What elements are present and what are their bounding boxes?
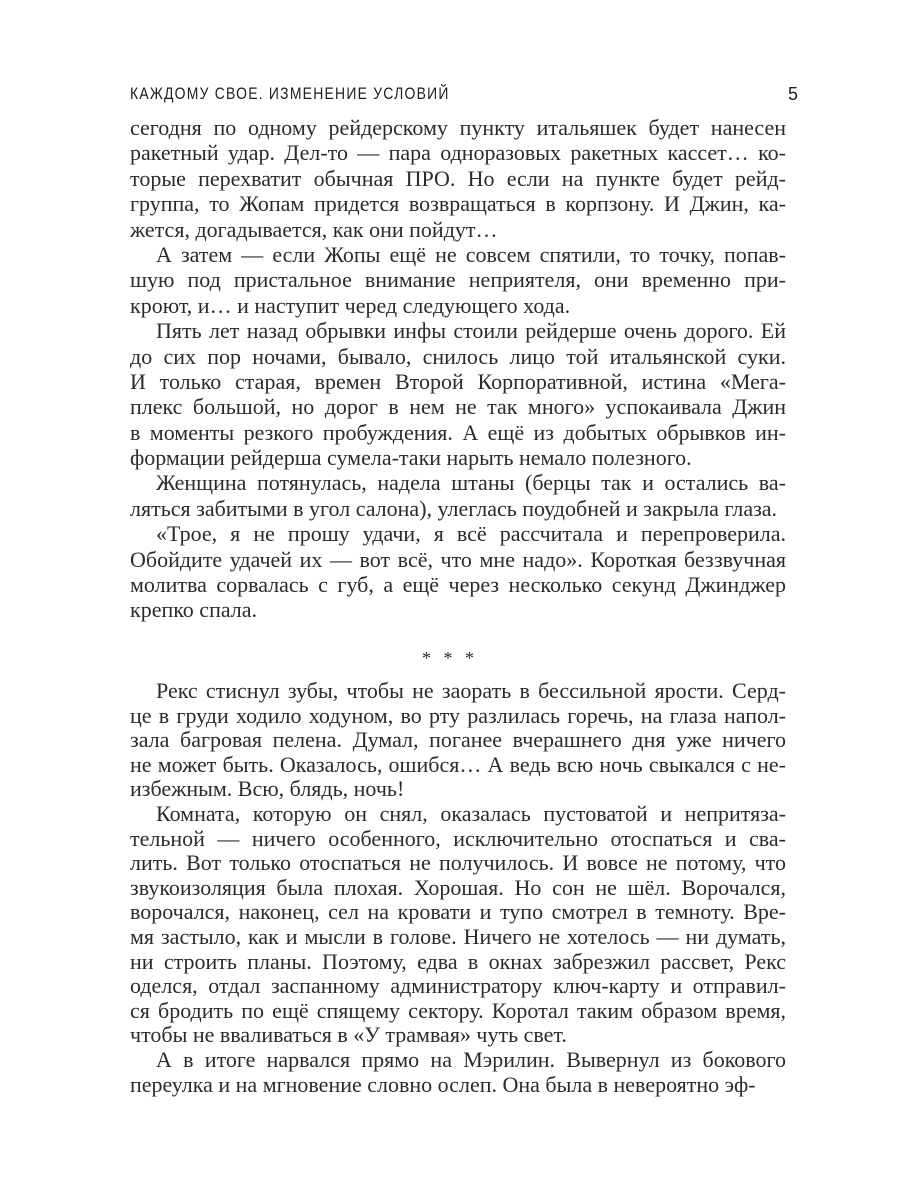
text-line: А в итоге нарвался прямо на Мэрилин. Вывернул из бокового: [156, 1046, 786, 1072]
paragraph: [130, 679, 786, 802]
text-line: Рекс стиснул зубы, чтобы не заорать в бессильной ярости. Серд-: [156, 678, 786, 703]
text-line: Обойдите удачей их — вот всё, что мне надо». Короткая беззвучная: [130, 546, 786, 572]
paragraph: [130, 521, 786, 623]
text-line: чтобы не вваливаться в «У трамвая» чуть свет.: [130, 1022, 567, 1048]
paragraph: [130, 115, 786, 242]
page-number: 5: [787, 84, 798, 104]
text-line: лить. Вот только отоспаться не получилось. И вовсе не потому, что: [130, 850, 786, 876]
running-header: [130, 84, 798, 110]
paragraph: [130, 242, 786, 318]
text-line: ляться забитыми в угол салона), улеглась поудобней и закрыла глаза.: [130, 495, 778, 521]
text-line: Пять лет назад обрывки инфы стоили рейдерше очень дорого. Ей: [156, 318, 786, 344]
text-line: группа, то Жопам придется возвращаться в корпзону. И Джин, ка-: [130, 191, 786, 217]
text-line: кроют, и… и наступит черед следующего хода.: [130, 292, 571, 318]
text-block-first: [130, 115, 786, 623]
text-line: шую под пристальное внимание неприятеля, они временно при-: [130, 267, 786, 293]
paragraph: [130, 318, 786, 470]
text-line: А затем — если Жопы ещё не совсем спятили, то точку, попав-: [156, 241, 786, 267]
text-line: ракетный удар. Дел-то — пара одноразовых ракетных кассет… ко-: [130, 140, 786, 166]
text-line: избежным. Всю, блядь, ночь!: [130, 776, 405, 802]
text-line: ни строить планы. Поэтому, едва в окнах забрезжил рассвет, Рекс: [130, 948, 786, 974]
text-line: мя застыло, как и мысли в голове. Ничего не хотелось — ни думать,: [130, 923, 786, 949]
text-line: ся бродить по ещё спящему сектору. Коротал таким образом время,: [130, 997, 786, 1023]
text-line: «Трое, я не прошу удачи, я всё рассчитала и перепроверила.: [156, 521, 786, 547]
text-line: оделся, отдал заспанному администратору ключ-карту и отправил-: [130, 973, 786, 999]
text-line: сегодня по одному рейдерскому пункту итальяшек будет нанесен: [130, 115, 786, 140]
text-line: жется, догадывается, как они пойдут…: [130, 216, 498, 242]
paragraph: [130, 1048, 786, 1097]
text-line: торые перехватит обычная ПРО. Но если на пункте будет рейд-: [130, 165, 786, 191]
text-block-second: [130, 679, 786, 1097]
text-line: не может быть. Оказалось, ошибся… А ведь всю ночь свыкался с не-: [130, 751, 786, 777]
text-line: ворочался, наконец, сел на кровати и тупо смотрел в темноту. Вре-: [130, 899, 786, 925]
text-line: в моменты резкого пробуждения. А ещё из добытых обрывков ин-: [130, 419, 786, 445]
paragraph: [130, 802, 786, 1048]
text-line: це в груди ходило ходуном, во рту разлилась горечь, на глаза напол-: [130, 702, 786, 728]
text-line: крепко спала.: [130, 597, 258, 623]
text-line: плекс большой, но дорог в нем не так много» успокаивала Джин: [130, 394, 786, 420]
text-line: Женщина потянулась, надела штаны (берцы так и остались ва-: [156, 470, 786, 496]
running-title: КАЖДОМУ СВОЕ. ИЗМЕНЕНИЕ УСЛОВИЙ: [130, 84, 450, 103]
section-break: * * *: [422, 648, 478, 668]
text-line: до сих пор ночами, бывало, снилось лицо той итальянской суки.: [130, 343, 786, 369]
text-line: молитва сорвалась с губ, а ещё через несколько секунд Джинджер: [130, 572, 786, 598]
text-line: переулка и на мгновение словно ослеп. Она была в невероятно эф-: [130, 1071, 756, 1097]
text-line: И только старая, времен Второй Корпоративной, истина «Мега-: [130, 368, 786, 394]
paragraph: [130, 470, 786, 521]
text-line: Комната, которую он снял, оказалась пустоватой и непритяза-: [156, 800, 786, 826]
text-line: формации рейдерша сумела-таки нарыть немало полезного.: [130, 445, 692, 471]
text-line: зала багровая пелена. Думал, поганее вчерашнего дня уже ничего: [130, 727, 786, 753]
text-line: звукоизоляция была плохая. Хорошая. Но сон не шёл. Ворочался,: [130, 874, 786, 900]
text-line: тельной — ничего особенного, исключительно отоспаться и сва-: [130, 825, 786, 851]
